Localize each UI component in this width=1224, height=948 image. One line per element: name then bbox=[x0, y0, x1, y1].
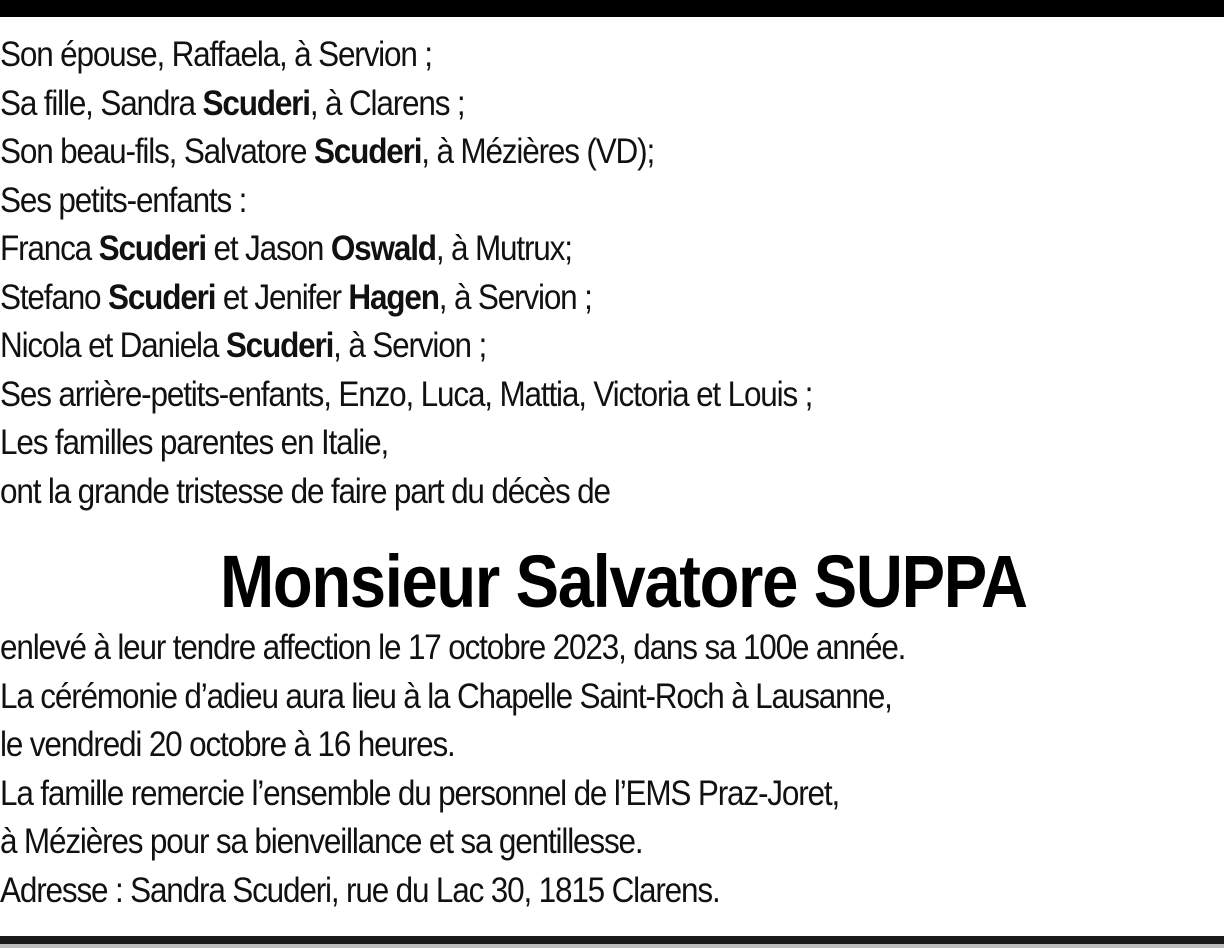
surname: Scuderi bbox=[313, 132, 422, 171]
top-border bbox=[0, 0, 1224, 17]
details-line-ceremony-time: le vendredi 20 octobre à 16 heures. bbox=[0, 725, 455, 764]
bottom-border bbox=[0, 936, 1224, 948]
details-line-thanks-cont: à Mézières pour sa bienveillance et sa gentillesse. bbox=[0, 822, 643, 861]
details-line-date: enlevé à leur tendre affection le 17 octobre 2023, dans sa 100e année. bbox=[0, 628, 906, 667]
surname: Scuderi bbox=[202, 83, 310, 123]
family-line-daughter: Sa fille, Sandra Scuderi, à Clarens ; bbox=[0, 83, 465, 123]
surname: Scuderi bbox=[107, 277, 216, 317]
details-line-thanks: La famille remercie l’ensemble du personnel de l’EMS Praz-Joret, bbox=[0, 773, 840, 813]
family-line-grandchild-nicola: Nicola et Daniela Scuderi, à Servion ; bbox=[0, 326, 487, 365]
surname: Oswald bbox=[330, 229, 436, 268]
details-line-address: Adresse : Sandra Scuderi, rue du Lac 30, 1815 Clarens. bbox=[0, 870, 720, 910]
announcement-line: ont la grande tristesse de faire part du décès de bbox=[0, 471, 610, 511]
family-line-relatives-italy: Les familles parentes en Italie, bbox=[0, 423, 389, 462]
family-line-son-in-law: Son beau-fils, Salvatore Scuderi, à Mézières (VD); bbox=[0, 132, 655, 171]
family-line-spouse: Son épouse, Raffaela, à Servion ; bbox=[0, 35, 432, 74]
family-line-grandchildren-heading: Ses petits-enfants : bbox=[0, 180, 247, 220]
surname: Scuderi bbox=[225, 326, 334, 365]
family-line-grandchild-stefano: Stefano Scuderi et Jenifer Hagen, à Servion ; bbox=[0, 277, 592, 317]
death-notice bbox=[0, 31, 1224, 915]
family-line-grandchild-franca: Franca Scuderi et Jason Oswald, à Mutrux; bbox=[0, 229, 572, 268]
details-block bbox=[0, 624, 1224, 915]
surname: Scuderi bbox=[98, 229, 206, 268]
surname: Hagen bbox=[348, 277, 439, 317]
deceased-name: Monsieur Salvatore SUPPA bbox=[219, 540, 1027, 623]
family-line-great-grandchildren: Ses arrière-petits-enfants, Enzo, Luca, Mattia, Victoria et Louis ; bbox=[0, 374, 813, 414]
details-line-ceremony: La cérémonie d’adieu aura lieu à la Chapelle Saint-Roch à Lausanne, bbox=[0, 676, 892, 716]
